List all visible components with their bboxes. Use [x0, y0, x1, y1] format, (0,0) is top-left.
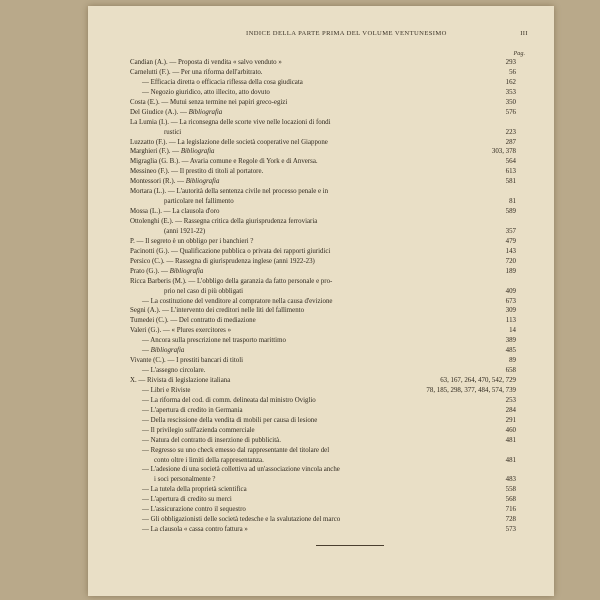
entry-text: Vivante (C.). — I prestiti bancari di titoli: [130, 357, 244, 365]
entry-text: X. — Rivista di legislazione italiana: [130, 377, 231, 384]
index-entry: [130, 456, 516, 466]
entry-page: 558: [505, 486, 516, 494]
index-entry: [130, 247, 516, 257]
entry-page: 576: [505, 108, 516, 116]
index-entry: [130, 187, 516, 197]
entry-text: Prato (G.). — Bibliografia: [130, 267, 204, 275]
index-entry: [130, 297, 516, 307]
index-entry: [130, 147, 516, 157]
entry-text: Del Giudice (A.). — Bibliografia: [130, 108, 223, 116]
entry-text: — La clausola « cassa contro fattura »: [142, 526, 248, 534]
entry-text: Ottolenghi (E.). — Rassegna critica della giurisprudenza ferroviaria: [130, 218, 318, 225]
entry-text: — Bibliografia: [142, 347, 185, 355]
entry-text: Pacinotti (G.). — Qualificazione pubblica o privata dei rapporti giuridici: [130, 247, 331, 255]
index-entry: [130, 475, 516, 485]
index-entry: [130, 138, 516, 148]
index-entry: [130, 386, 516, 396]
index-entry: [130, 217, 516, 227]
entry-text: — Il privilegio sull'azienda commerciale: [142, 426, 255, 434]
index-entry: [130, 396, 516, 406]
entry-text: — Natura del contratto di inserzione di pubblicità.: [142, 436, 281, 444]
index-entry: [130, 436, 516, 446]
entry-page: 291: [505, 416, 516, 424]
entry-text: Valeri (G.). — « Plures exercitores »: [130, 327, 232, 335]
index-entry: [130, 267, 516, 277]
entry-text: Ricca Barberis (M.). — L'obbligo della garanzia da fatto personale e pro-: [130, 277, 333, 285]
entry-page: 162: [505, 78, 516, 86]
entry-page: 728: [505, 516, 516, 524]
entry-text: Persico (C.). — Rassegna di giurisprudenza inglese (anni 1922-23): [130, 257, 315, 265]
index-entries: [130, 58, 516, 535]
index-entry: [130, 257, 516, 267]
index-entry: [130, 346, 516, 356]
index-entry: [130, 326, 516, 336]
index-entry: [130, 446, 516, 456]
entry-text: rustici: [164, 128, 182, 136]
entry-page: 350: [505, 98, 516, 106]
entry-page: 78, 185, 298, 377, 484, 574, 739: [426, 386, 516, 394]
entry-page: 81: [509, 198, 516, 206]
index-entry: [130, 118, 516, 128]
entry-page: 581: [505, 178, 516, 186]
entry-page: 481: [505, 436, 516, 444]
index-entry: [130, 68, 516, 78]
entry-page: 293: [505, 59, 516, 66]
entry-text: Costa (E.). — Mutui senza termine nei papiri greco-egizi: [130, 98, 288, 106]
entry-page: 143: [505, 247, 516, 255]
index-entry: [130, 227, 516, 237]
entry-text: — La costituzione del venditore al compratore nella causa d'evizione: [142, 297, 333, 305]
entry-page: 14: [509, 327, 516, 335]
index-entry: [130, 237, 516, 247]
entry-text: — L'apertura di credito in Germania: [142, 406, 243, 414]
entry-text: Marghieri (F.). — Bibliografia: [130, 148, 215, 156]
entry-text: — La riforma del cod. di comm. delineata dal ministro Oviglio: [142, 396, 316, 404]
entry-page: 303, 378: [491, 148, 516, 156]
index-entry: [130, 465, 516, 475]
entry-page: 573: [505, 526, 516, 534]
index-entry: [130, 376, 516, 386]
entry-text: — Regresso su uno check emesso dal rappresentante del titolare del: [142, 446, 330, 454]
index-entry: [130, 207, 516, 217]
index-entry: [130, 316, 516, 326]
index-entry: [130, 197, 516, 207]
index-entry: [130, 88, 516, 98]
closing-rule: [316, 545, 384, 546]
entry-page: 253: [505, 396, 516, 404]
entry-page: 409: [505, 287, 516, 295]
entry-text: Luzzatto (F.). — La legislazione delle società cooperative nel Giappone: [130, 138, 328, 146]
entry-text: Messineo (F.). — Il prestito di titoli al portatore.: [130, 168, 264, 176]
entry-text: — L'apertura di credito su merci: [142, 496, 232, 504]
entry-page: 673: [505, 297, 516, 305]
entry-text: — La tutela della proprietà scientifica: [142, 486, 247, 494]
entry-text: — Efficacia diretta o efficacia riflessa della cosa giudicata: [142, 78, 303, 86]
entry-text: — L'assegno circolare.: [142, 367, 206, 375]
index-entry: [130, 128, 516, 138]
entry-page: 189: [505, 267, 516, 275]
entry-page: 658: [505, 367, 516, 375]
index-entry: [130, 485, 516, 495]
entry-page: 284: [505, 406, 516, 414]
entry-page: 589: [505, 208, 516, 216]
index-entry: [130, 98, 516, 108]
entry-text: Tumedei (C.). — Del contratto di mediazione: [130, 317, 256, 325]
entry-page: 113: [505, 317, 516, 325]
header-title: INDICE DELLA PARTE PRIMA DEL VOLUME VENTUNESIMO: [246, 30, 447, 37]
entry-page: 287: [505, 138, 516, 146]
entry-page: 716: [505, 506, 516, 514]
entry-page: 483: [505, 476, 516, 484]
entry-page: 56: [509, 68, 516, 76]
entry-page: 568: [505, 496, 516, 504]
index-entry: [130, 505, 516, 515]
index-entry: [130, 366, 516, 376]
entry-text: — Ancora sulla prescrizione nel trasporto marittimo: [142, 337, 286, 345]
entry-text: Candian (A.). — Proposta di vendita « salvo venduto »: [130, 59, 282, 66]
entry-text: — Negozio giuridico, atto illecito, atto dovuto: [142, 88, 270, 96]
index-entry: [130, 287, 516, 297]
index-entry: [130, 58, 516, 68]
entry-page: 485: [505, 347, 516, 355]
index-entry: [130, 277, 516, 287]
index-entry: [130, 167, 516, 177]
entry-page: 613: [505, 168, 516, 176]
index-entry: [130, 78, 516, 88]
pag-label: Pag.: [513, 50, 525, 57]
entry-text: — L'assicurazione contro il sequestro: [142, 506, 246, 514]
document-page: [88, 6, 554, 596]
entry-page: 720: [505, 257, 516, 265]
entry-page: 223: [505, 128, 516, 136]
index-entry: [130, 416, 516, 426]
entry-page: 63, 167, 264, 470, 542, 729: [440, 377, 516, 384]
entry-text: — Della rescissione della vendita di mobili per causa di lesione: [142, 416, 318, 424]
entry-page: 460: [505, 426, 516, 434]
entry-text: Carnelutti (F.). — Per una riforma dell'arbitrato.: [130, 68, 263, 76]
entry-page: 357: [505, 227, 516, 235]
entry-text: conto oltre i limiti della rappresentanza.: [154, 456, 264, 464]
entry-page: 309: [505, 307, 516, 315]
index-entry: [130, 406, 516, 416]
entry-page: 479: [505, 237, 516, 245]
entry-text: Montessori (R.). — Bibliografia: [130, 178, 220, 186]
entry-text: Mortara (L.). — L'autorità della sentenza civile nel processo penale e in: [130, 188, 329, 196]
entry-text: — Libri e Riviste: [142, 386, 191, 394]
entry-text: Migraglia (G. B.). — Avaria comune e Regole di York e di Anversa.: [130, 158, 318, 166]
entry-page: 89: [509, 357, 516, 365]
index-entry: [130, 306, 516, 316]
entry-text: Mossa (L.). — La clausola d'oro: [130, 208, 220, 216]
index-entry: [130, 495, 516, 505]
entry-page: 353: [505, 88, 516, 96]
index-entry: [130, 108, 516, 118]
entry-text: P. — Il segreto è un obbligo per i banchieri ?: [130, 237, 254, 245]
entry-text: particolare nel fallimento: [164, 198, 234, 206]
index-entry: [130, 525, 516, 535]
index-entry: [130, 177, 516, 187]
index-entry: [130, 515, 516, 525]
entry-page: 481: [505, 456, 516, 464]
entry-page: 564: [505, 158, 516, 166]
entry-text: Segni (A.). — L'intervento dei creditori nelle liti del fallimento: [130, 307, 305, 315]
entry-text: — L'adesione di una società collettiva ad un'associazione vincola anche: [142, 466, 340, 474]
entry-page: 389: [505, 337, 516, 345]
entry-text: — Gli obbligazionisti delle società tedesche e la svalutazione del marco: [142, 516, 341, 524]
entry-text: i soci personalmente ?: [154, 476, 216, 484]
entry-text: La Lumia (I.). — La riconsegna delle scorte vive nelle locazioni di fondi: [130, 118, 331, 126]
index-entry: [130, 157, 516, 167]
header-page-number: III: [520, 30, 528, 37]
entry-text: prio nel caso di più obbligati: [164, 287, 244, 295]
index-entry: [130, 426, 516, 436]
entry-text: (anni 1921-22): [164, 227, 206, 235]
index-entry: [130, 336, 516, 346]
index-entry: [130, 356, 516, 366]
